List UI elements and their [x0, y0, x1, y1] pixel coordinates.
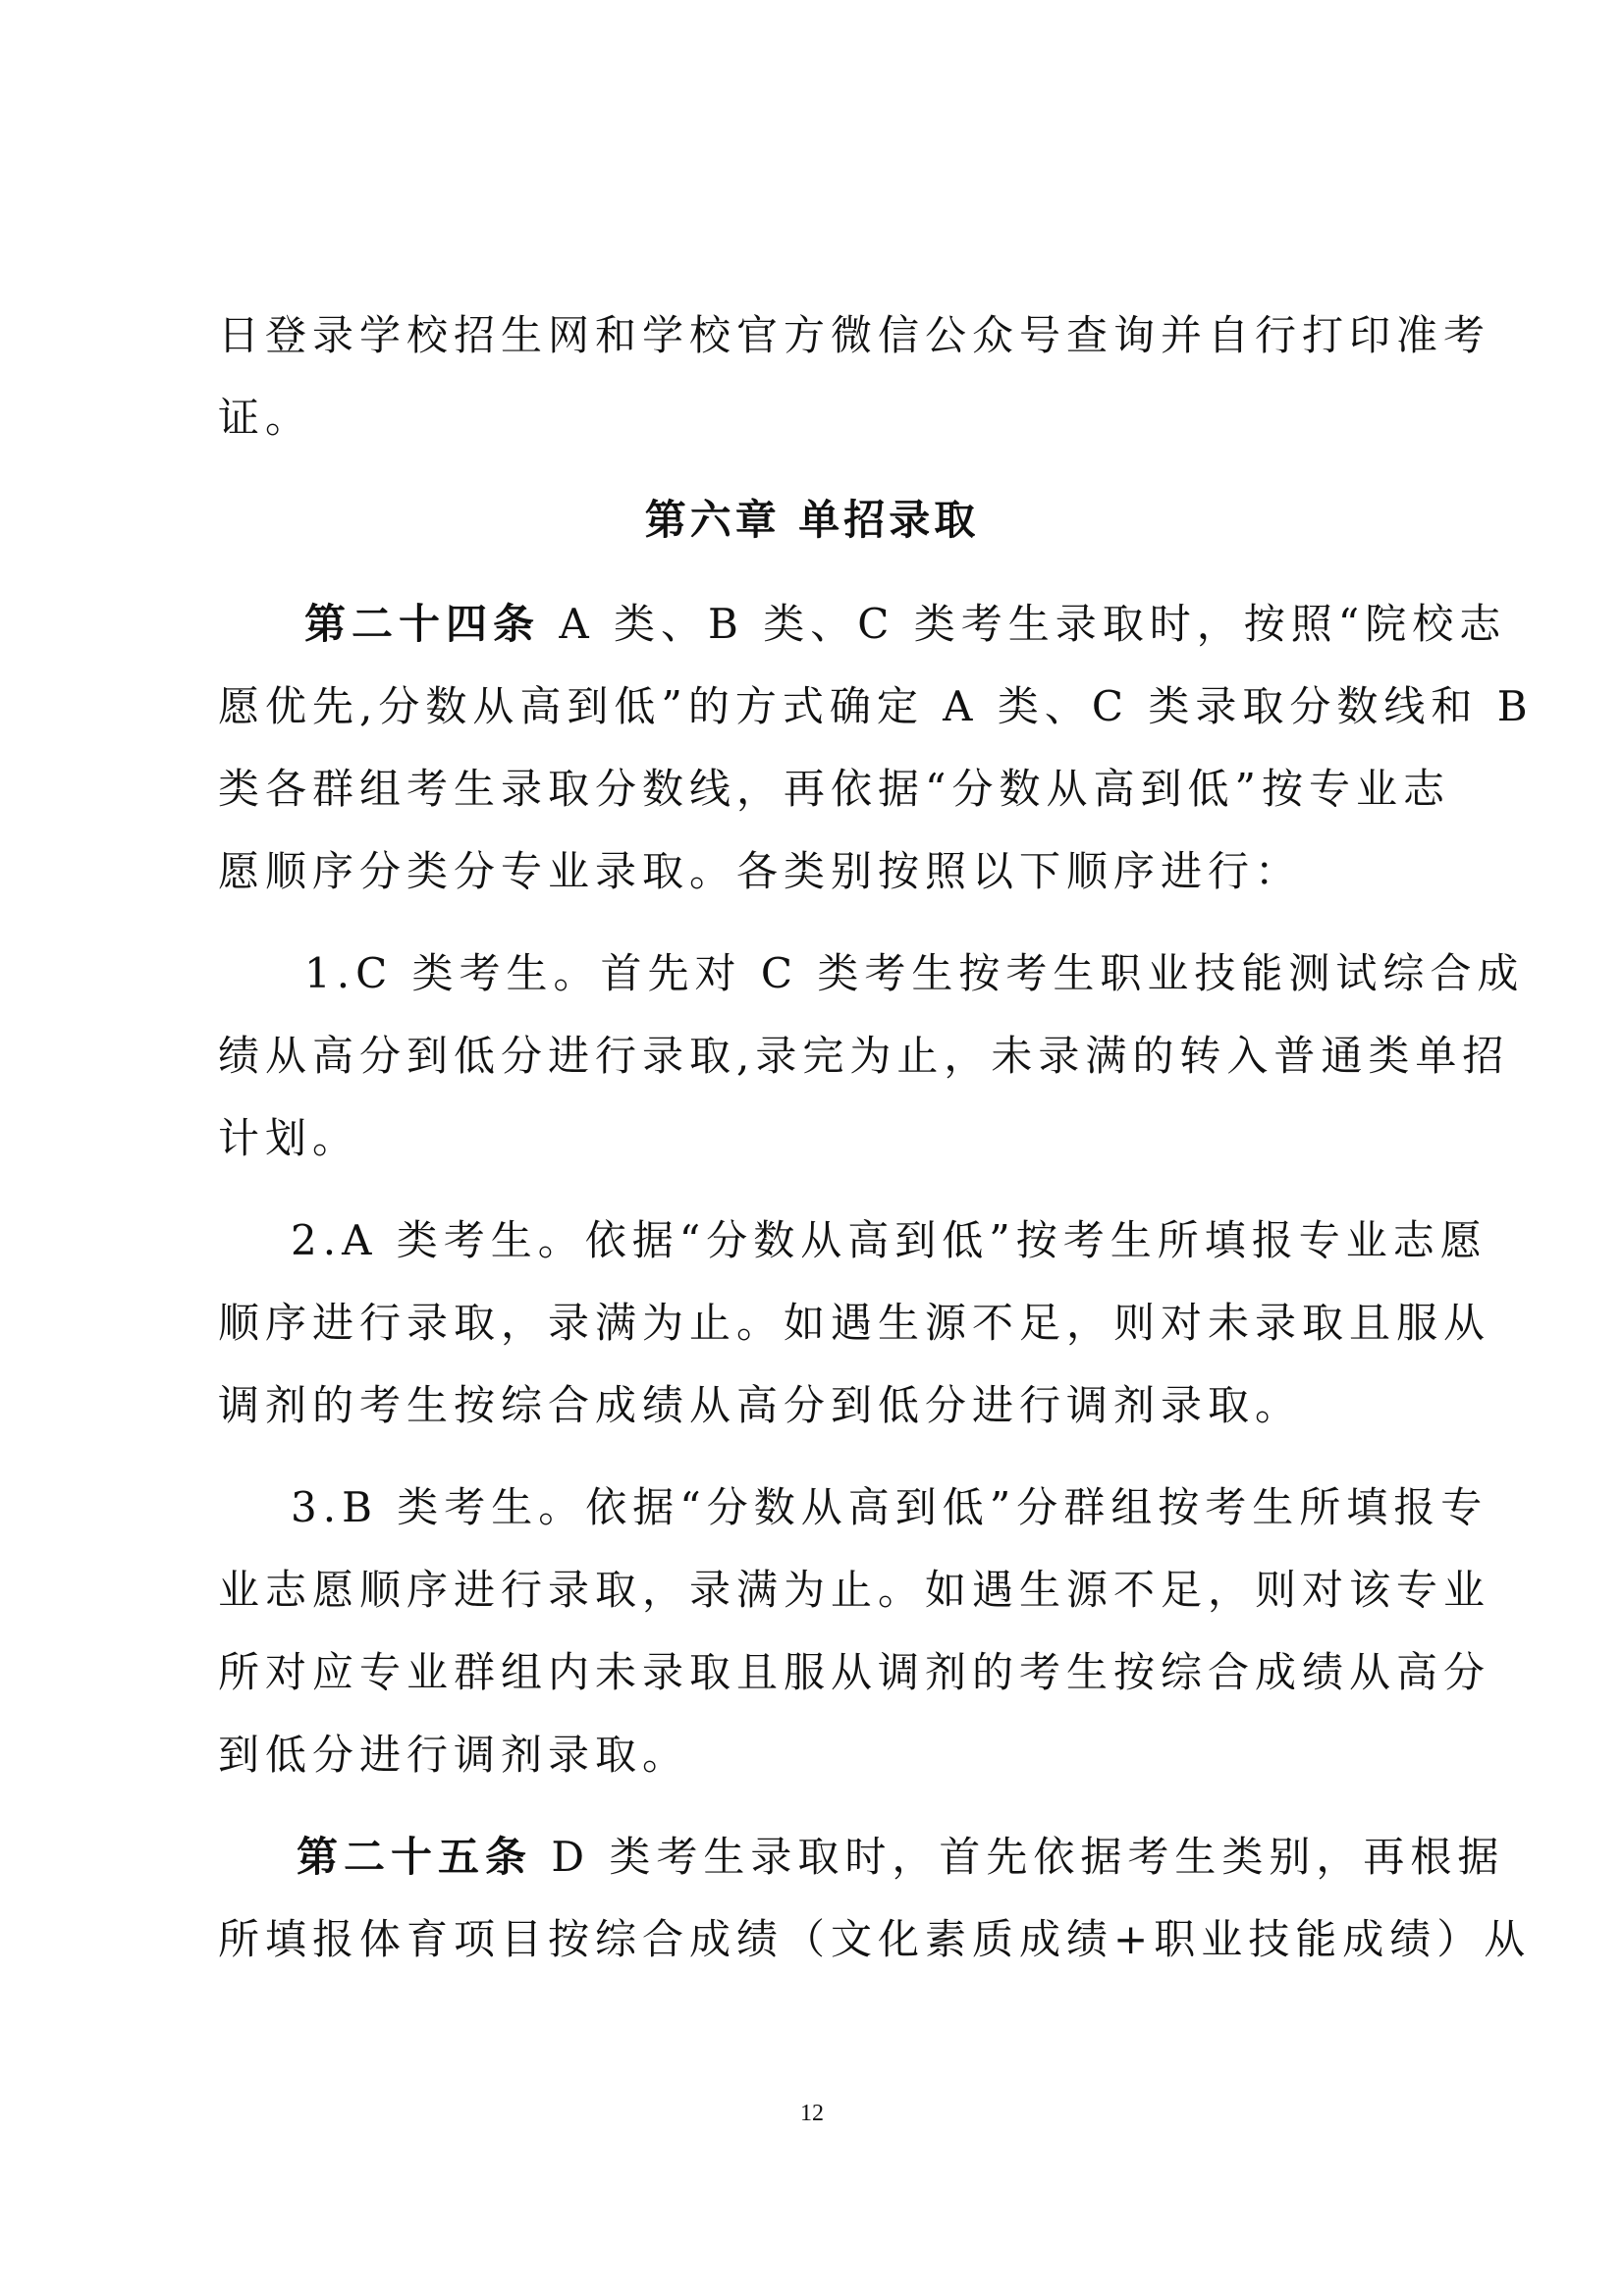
text-line: 计划。: [218, 1114, 360, 1162]
text-line: 绩从高分到低分进行录取,录完为止，未录满的转入普通类单招: [218, 1032, 1510, 1080]
text-line: 顺序进行录取，录满为止。如遇生源不足，则对未录取且服从: [218, 1299, 1491, 1347]
text-line: 所填报体育项目按综合成绩（文化素质成绩+职业技能成绩）从: [218, 1915, 1532, 1963]
text-line: 调剂的考生按综合成绩从高分到低分进行调剂录取。: [218, 1381, 1303, 1429]
text-line: 愿优先,分数从高到低”的方式确定 A 类、C 类录取分数线和 B: [218, 682, 1534, 730]
text-line: 日登录学校招生网和学校官方微信公众号查询并自行打印准考: [218, 311, 1491, 359]
text-line: 业志愿顺序进行录取，录满为止。如遇生源不足，则对该专业: [218, 1566, 1491, 1614]
article-24-first-line: [304, 595, 1507, 654]
article-25-first-line: [297, 1828, 1505, 1887]
text-line: 证。: [218, 394, 313, 442]
list-item-first-line: 2.A 类考生。依据“分数从高到低”按考生所填报专业志愿: [291, 1216, 1488, 1264]
article-label: 第二十四条: [304, 600, 541, 648]
text-line: 愿顺序分类分专业录取。各类别按照以下顺序进行：: [218, 847, 1303, 895]
article-text: D 类考生录取时，首先依据考生类别，再根据: [532, 1833, 1505, 1881]
article-text: A 类、B 类、C 类考生录取时，按照“院校志: [540, 600, 1507, 648]
list-item-first-line: 3.B 类考生。依据“分数从高到低”分群组按考生所填报专: [291, 1483, 1489, 1531]
article-label: 第二十五条: [297, 1833, 533, 1881]
text-line: 所对应专业群组内未录取且服从调剂的考生按综合成绩从高分: [218, 1648, 1491, 1696]
text-line: 类各群组考生录取分数线，再依据“分数从高到低”按专业志: [218, 765, 1450, 813]
chapter-heading: 第六章 单招录取: [644, 496, 980, 544]
list-item-first-line: 1.C 类考生。首先对 C 类考生按考生职业技能测试综合成: [304, 949, 1525, 997]
page-number: 12: [800, 2101, 824, 2126]
text-line: 到低分进行调剂录取。: [218, 1731, 690, 1779]
